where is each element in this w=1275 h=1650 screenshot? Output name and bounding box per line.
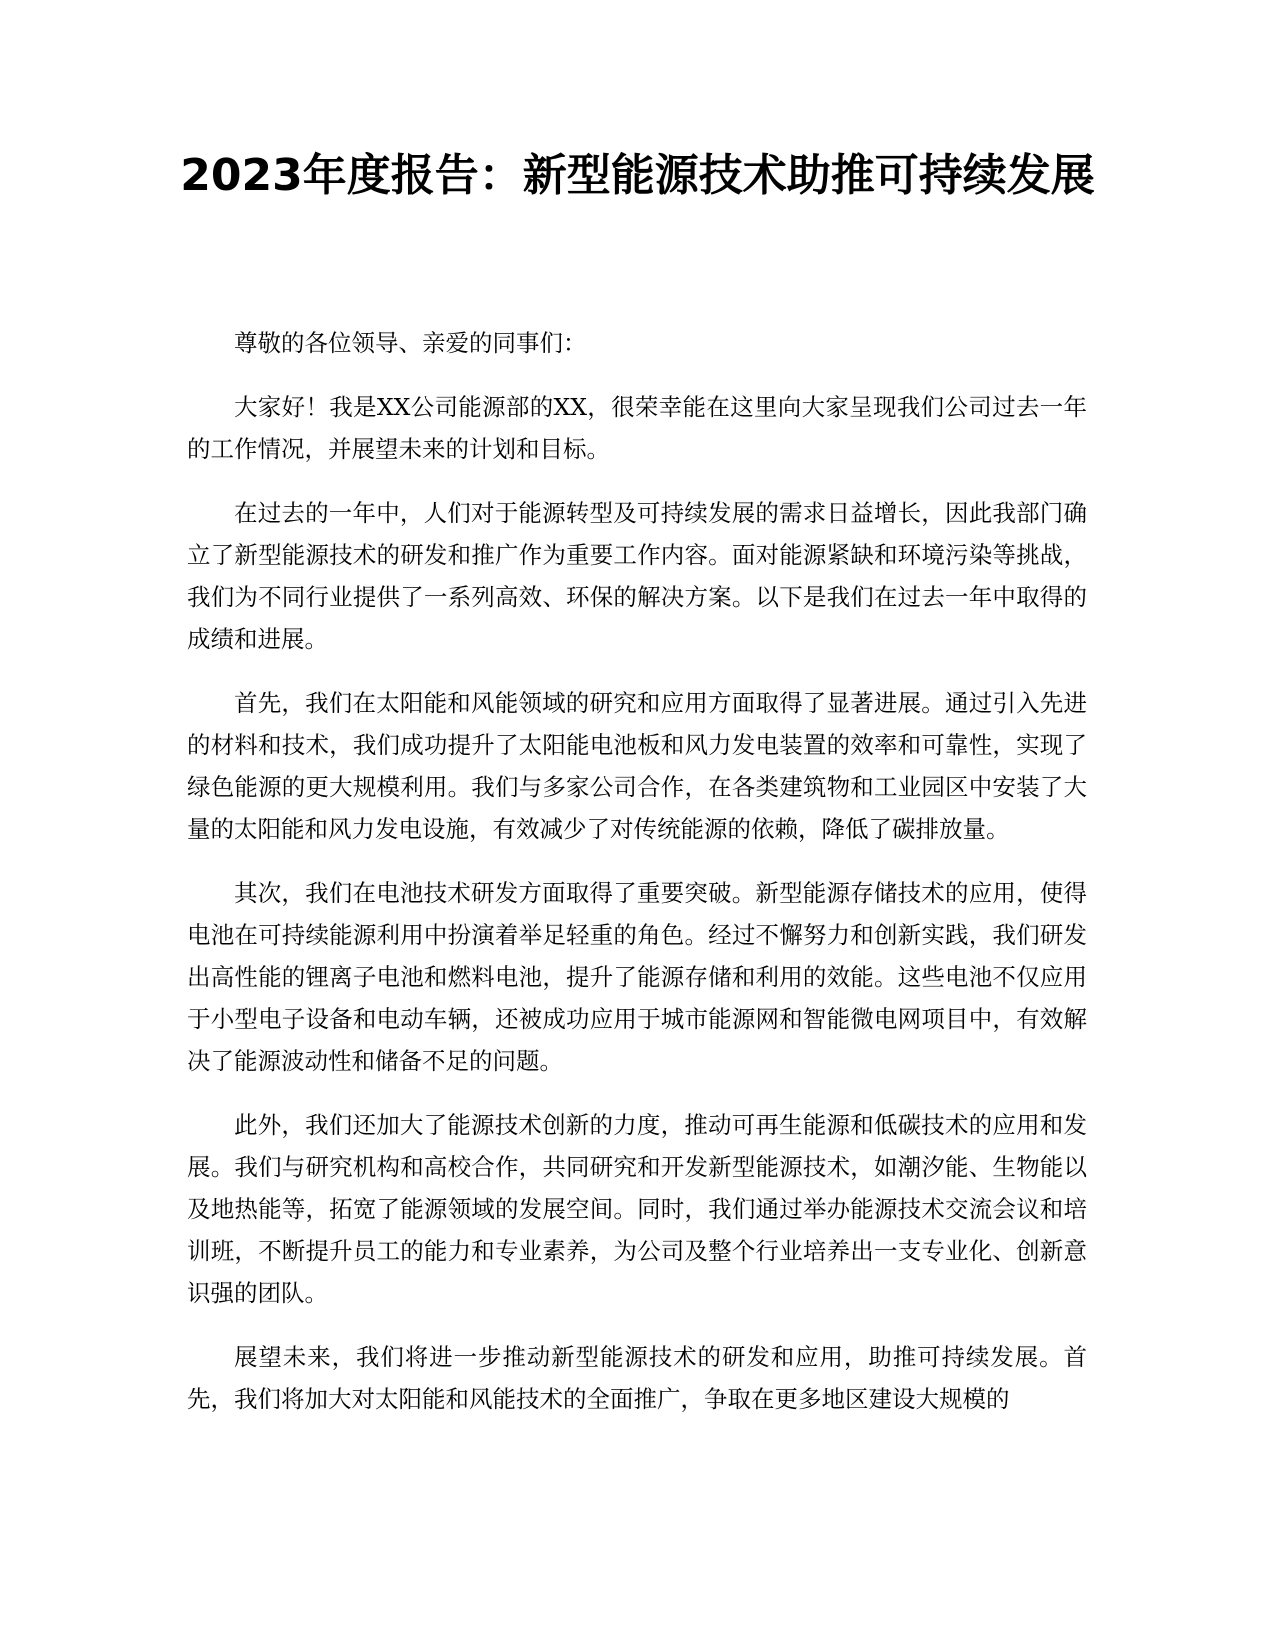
- paragraph-background: 在过去的一年中，人们对于能源转型及可持续发展的需求日益增长，因此我部门确立了新型能源技术的研发和推广作为重要工作内容。面对能源紧缺和环境污染等挑战，我们为不同行业提供了一系列高效、环保的解决方案。以下是我们在过去一年中取得的成绩和进展。: [187, 499, 1087, 653]
- paragraph-greeting: 大家好！我是XX公司能源部的XX，很荣幸能在这里向大家呈现我们公司过去一年的工作情况，并展望未来的计划和目标。: [187, 393, 1087, 463]
- paragraph-innovation: 此外，我们还加大了能源技术创新的力度，推动可再生能源和低碳技术的应用和发展。我们与研究机构和高校合作，共同研究和开发新型能源技术，如潮汐能、生物能以及地热能等，拓宽了能源领域的发展空间。同时，我们通过举办能源技术交流会议和培训班，不断提升员工的能力和专业素养，为公司及整个行业培养出一支专业化、创新意识强的团队。: [187, 1111, 1087, 1307]
- paragraph-solar-wind: 首先，我们在太阳能和风能领域的研究和应用方面取得了显著进展。通过引入先进的材料和技术，我们成功提升了太阳能电池板和风力发电装置的效率和可靠性，实现了绿色能源的更大规模利用。我们与多家公司合作，在各类建筑物和工业园区中安装了大量的太阳能和风力发电设施，有效减少了对传统能源的依赖，降低了碳排放量。: [187, 689, 1087, 843]
- paragraph-outlook: 展望未来，我们将进一步推动新型能源技术的研发和应用，助推可持续发展。首先，我们将加大对太阳能和风能技术的全面推广，争取在更多地区建设大规模的: [187, 1343, 1087, 1413]
- document-title: 2023年度报告：新型能源技术助推可持续发展: [180, 150, 1095, 201]
- document-body: [187, 322, 1087, 1442]
- paragraph-salutation: 尊敬的各位领导、亲爱的同事们：: [234, 329, 587, 357]
- paragraph-battery: 其次，我们在电池技术研发方面取得了重要突破。新型能源存储技术的应用，使得电池在可持续能源利用中扮演着举足轻重的角色。经过不懈努力和创新实践，我们研发出高性能的锂离子电池和燃料电池，提升了能源存储和利用的效能。这些电池不仅应用于小型电子设备和电动车辆，还被成功应用于城市能源网和智能微电网项目中，有效解决了能源波动性和储备不足的问题。: [187, 879, 1087, 1075]
